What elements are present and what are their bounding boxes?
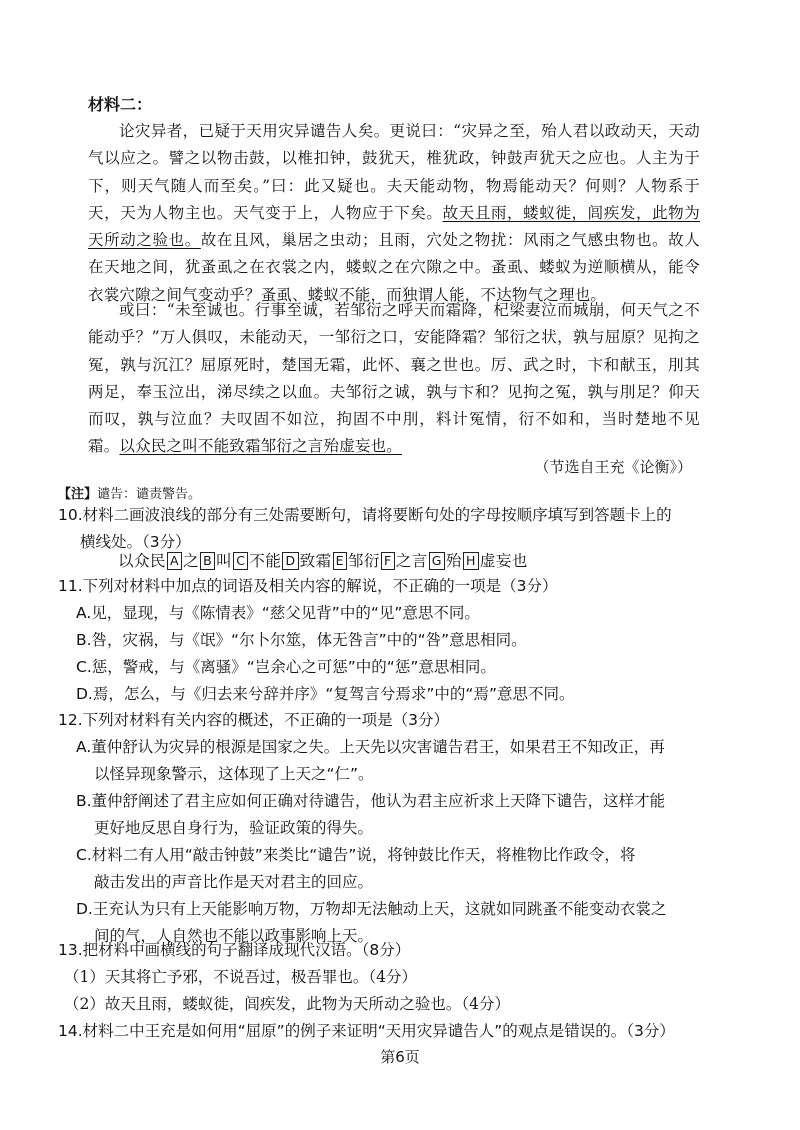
option-c: C.惩，警戒，与《离骚》“岂余心之可惩”中的“惩”意思相同。 <box>76 658 496 676</box>
option-text-cont: 敲击发出的声音比作是天对君主的回应。 <box>94 873 374 891</box>
question-stem: 12.下列对材料有关内容的概述，不正确的一项是（3分） <box>58 711 450 729</box>
question-10 <box>58 502 708 556</box>
question-stem: 13.把材料中画横线的句子翻译成现代汉语。（8分） <box>58 941 411 959</box>
option-text: B.董仲舒阐述了君主应如何正确对待谴告，他认为君主应祈求上天降下谴告，这样才能 <box>76 792 666 810</box>
question-stem-cont: 横线处。（3分） <box>80 533 191 551</box>
option-text: D.王充认为只有上天能影响万物，万物却无法触动上天，这就如同跳蚤不能变动衣裳之 <box>76 900 667 918</box>
option-b: B.咎，灾祸，与《氓》“尔卜尔筮，体无咎言”中的“咎”意思相同。 <box>76 631 527 649</box>
note-label: 【注】 <box>58 487 98 502</box>
question-11 <box>58 573 708 708</box>
material-title: 材料二： <box>88 95 153 114</box>
option-box-g: G <box>429 552 445 570</box>
option-text-cont: 间的气，人自然也不能以政事影响上天。 <box>94 927 374 945</box>
sentence-part: 之言 <box>395 552 428 570</box>
passage-paragraph-2 <box>88 297 700 461</box>
option-a <box>58 734 708 788</box>
sentence-part: 之 <box>183 552 200 570</box>
note-text: 谴告：谴责警告。 <box>97 487 202 502</box>
question-stem: 11.下列对材料中加点的词语及相关内容的解说，不正确的一项是（3分） <box>58 577 558 595</box>
option-box-e: E <box>333 552 347 570</box>
passage-text: 或曰：“未至诚也。行事至诚，若邹衍之呼天而霜降，杞梁妻泣而城崩，何天气之不能动乎？”万人俱叹，未能动天，一邹衍之口，安能降霜？邹衍之状，孰与屈原？见拘之冤，孰与沉江？屈原死时，楚国无霜，此怀、襄之世也。厉、武之时，卞和献玉，刖其两足，奉玉泣出，涕尽续之以血。夫邹衍之诚，孰与卞和？见拘之冤，孰与刖足？仰天而叹，孰与泣血？夫叹固不如泣，拘固不中刖，料计冤情，衍不如和，当时楚地不见霜。 <box>88 301 700 456</box>
underlined-sentence: 故天且雨，蝼蚁徙，闾疾发，此物为天所动之验也。 <box>88 203 701 250</box>
option-text-cont: 更好地反思自身行为，验证政策的得失。 <box>94 819 374 837</box>
sentence-part: 殆 <box>445 552 462 570</box>
question-12 <box>58 707 708 950</box>
option-c <box>58 842 708 896</box>
question-stem: 10.材料二画波浪线的部分有三处需要断句，请将要断句处的字母按顺序填写到答题卡上的 <box>58 506 672 524</box>
passage-paragraph-1 <box>88 118 700 309</box>
sentence-part: 以众民 <box>118 552 167 570</box>
question-14 <box>58 1018 708 1045</box>
page-number: 第6页 <box>380 1048 420 1066</box>
sentence-part: 致霜 <box>299 552 332 570</box>
option-b <box>58 788 708 842</box>
option-d: D.焉，怎么，与《归去来兮辞并序》“复驾言兮焉求”中的“焉”意思不同。 <box>76 685 575 703</box>
option-box-b: B <box>200 552 215 570</box>
option-box-f: F <box>381 552 395 570</box>
option-text: C.材料二有人用“敲击钟鼓”来类比“谴告”说，将钟鼓比作天，将椎物比作政令，将 <box>76 846 636 864</box>
option-text: A.董仲舒认为灾异的根源是国家之失。上天先以灾害谴告君王，如果君王不知改正，再 <box>76 738 665 756</box>
option-box-c: C <box>233 552 248 570</box>
option-a: A.见，显现，与《陈情表》“慈父见背”中的“见”意思不同。 <box>76 604 480 622</box>
option-box-h: H <box>463 552 479 570</box>
passage-text: 故在且风，巢居之虫动；且雨，穴处之物扰：风雨之气感虫物也。故人在天地之间，犹蚤虱之在衣裳之内，蝼蚁之在穴隙之中。蚤虱、蝼蚁为逆顺横从，能令衣裳穴隙之间气变动乎？蚤虱、蝼蚁不能，而独谓人能，不达物气之理也。 <box>88 231 700 304</box>
sentence-part: 虚妄也 <box>479 552 528 570</box>
sentence-part: 邹衍 <box>348 552 381 570</box>
sentence-part: 叫 <box>216 552 233 570</box>
sub-question-1: （1）天其将亡予邪，不说吾过，极吾罪也。（4分） <box>64 968 417 986</box>
option-box-a: A <box>167 552 182 570</box>
option-box-d: D <box>282 552 298 570</box>
sub-question-2: （2）故天且雨，蝼蚁徙，闾疾发，此物为天所动之验也。（4分） <box>64 995 510 1013</box>
option-text-cont: 以怪异现象警示，这体现了上天之“仁”。 <box>94 765 374 783</box>
question-13 <box>58 937 708 1018</box>
punctuation-sentence <box>118 549 528 571</box>
source-citation: （节选自王充《论衡》） <box>534 458 692 476</box>
footnote <box>58 483 201 502</box>
question-stem: 14.材料二中王充是如何用“屈原”的例子来证明“天用灾异谴告人”的观点是错误的。（3分） <box>58 1022 675 1040</box>
passage-text: 论灾异者，已疑于天用灾异谴告人矣。更说曰：“灾异之至，殆人君以政动天，天动气以应之。譬之以物击鼓，以椎扣钟，鼓犹天，椎犹政，钟鼓声犹天之应也。人主为于下，则天气随人而至矣。”曰：此又疑也。夫天能动物，物焉能动天？何则？人物系于天，天为人物主也。天气变于上，人物应于下矣。 <box>88 122 700 222</box>
sentence-part: 不能 <box>249 552 282 570</box>
wavy-underlined-sentence: 以众民之叫不能致霜邹衍之言殆虚妄也。 <box>119 437 403 456</box>
